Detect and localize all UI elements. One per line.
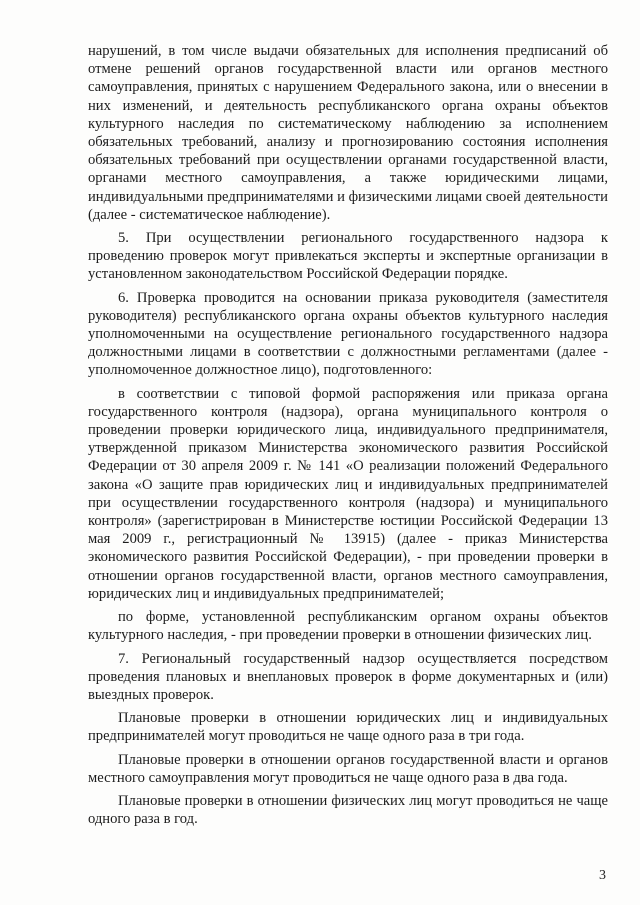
document-body xyxy=(88,42,608,828)
paragraph-item-7: 7. Региональный государственный надзор осуществляется посредством проведения плановых и внеплановых проверок в форме документарных и (или) выездных проверок. xyxy=(88,650,608,703)
paragraph-item-5: 5. При осуществлении регионального государственного надзора к проведению проверок могут привлекаться эксперты и экспертные организации в установленном законодательством Российской Федерации порядке. xyxy=(88,230,608,283)
paragraph-continuation: нарушений, в том числе выдачи обязательных для исполнения предписаний об отмене решений органов государственной власти или органов местного самоуправления, принятых с нарушением Федерального закона, или о внесении в них изменений, и деятельность республиканского органа охраны объектов культурного наследия по систематическому наблюдению за исполнением обязательных требований, анализу и прогнозированию состояния исполнения обязательных требований при осуществлении органами государственной власти, органами местного самоуправления, а также юридическими лицами, индивидуальными предпринимателями и физическими лицами своей деятельности (далее - систематическое наблюдение). xyxy=(88,43,608,223)
paragraph-item-6-sub-1: в соответствии с типовой формой распоряжения или приказа органа государственного контроля (надзора), органа муниципального контроля о проведении проверки юридического лица, индивидуального предпринимателя, утвержденной приказом Министерства экономического развития Российской Федерации от 30 апреля 2009 г. № 141 «О реализации положений Федерального закона «О защите прав юридических лиц и индивидуальных предпринимателей при осуществлении государственного контроля (надзора) и муниципального контроля» (зарегистрирован в Министерстве юстиции Российской Федерации 13 мая 2009 г., регистрационный № 13915) (далее - приказ Министерства экономического развития Российской Федерации), - при проведении проверки в отношении органов государственной власти, органов местного самоуправления, юридических лиц и индивидуальных предпринимателей; xyxy=(88,385,608,602)
page-number: 3 xyxy=(599,868,606,883)
paragraph-item-6-sub-2: по форме, установленной республиканским органом охраны объектов культурного наследия, - при проведении проверки в отношении физических лиц. xyxy=(88,609,608,644)
paragraph-item-6: 6. Проверка проводится на основании приказа руководителя (заместителя руководителя) республиканского органа охраны объектов культурного наследия уполномоченными на осуществление регионального государственного надзора должностными лицами в соответствии с должностными регламентами (далее - уполномоченное должностное лицо), подготовленного: xyxy=(88,289,608,379)
paragraph-item-7-authorities: Плановые проверки в отношении органов государственной власти и органов местного самоуправления могут проводиться не чаще одного раза в два года. xyxy=(88,751,608,786)
paragraph-item-7-individuals: Плановые проверки в отношении физических лиц могут проводиться не чаще одного раза в год. xyxy=(88,792,608,828)
paragraph-item-7-legal-entities: Плановые проверки в отношении юридических лиц и индивидуальных предпринимателей могут проводиться не чаще одного раза в три года. xyxy=(88,710,608,745)
